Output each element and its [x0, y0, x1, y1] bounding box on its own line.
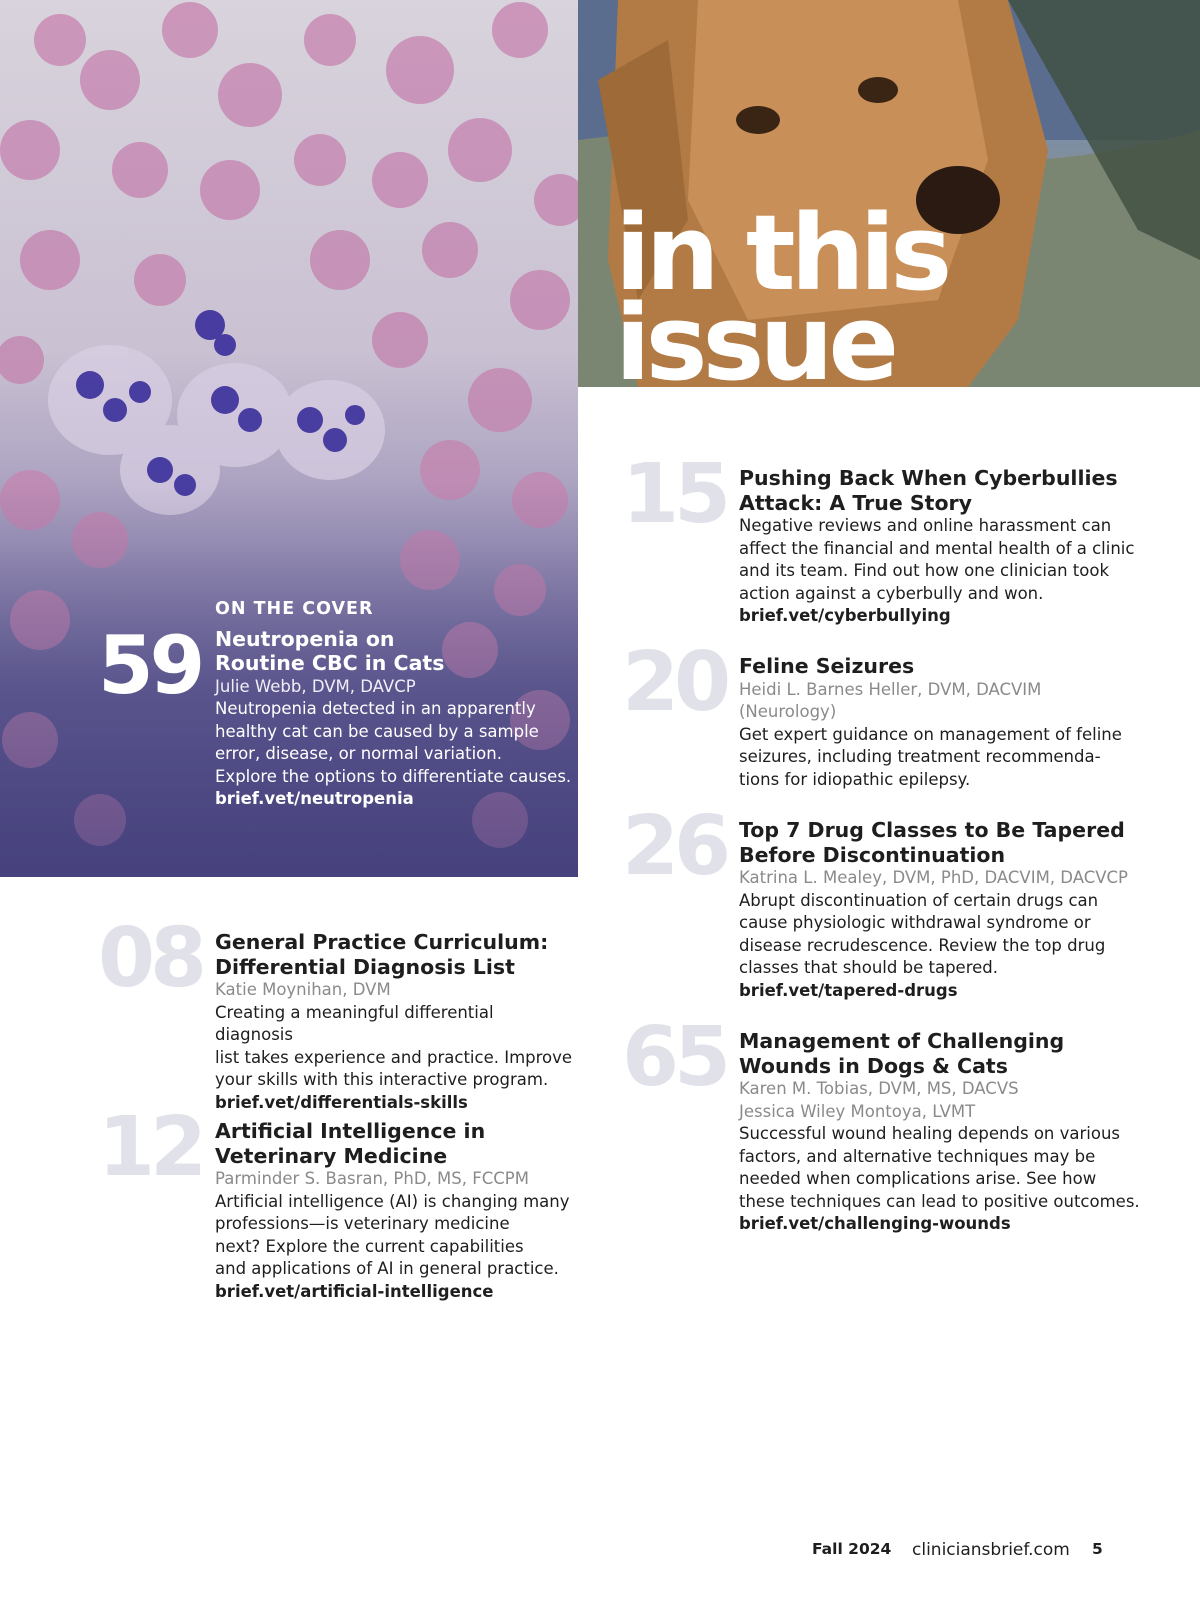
- page-number: 59: [98, 619, 202, 712]
- title-line: Before Discontinuation: [739, 842, 1006, 867]
- title-line: Differential Diagnosis List: [215, 954, 515, 979]
- page-headline: [615, 192, 1035, 404]
- article-link[interactable]: brief.vet/cyberbullying: [739, 606, 951, 625]
- description-line: next? Explore the current capabilities: [215, 1236, 524, 1256]
- cover-kicker: ON THE COVER: [215, 599, 374, 619]
- description-line: professions—is veterinary medicine: [215, 1214, 510, 1233]
- author-line: (Neurology): [739, 702, 837, 721]
- author-line: Jessica Wiley Montoya, LVMT: [739, 1101, 976, 1121]
- article-author: [739, 679, 1199, 724]
- article-title: [215, 1119, 575, 1168]
- page-number: 12: [98, 1100, 203, 1195]
- description-line: cause physiologic withdrawal syndrome or: [739, 913, 1091, 932]
- description-line: seizures, including treatment recommenda-: [739, 747, 1101, 766]
- article-description: [739, 1123, 1199, 1213]
- author-line: Karen M. Tobias, DVM, MS, DACVS: [739, 1079, 1019, 1098]
- description-line: needed when complications arise. See how: [739, 1169, 1097, 1188]
- description-line: Abrupt discontinuation of certain drugs can: [739, 890, 1099, 910]
- title-line: General Practice Curriculum:: [215, 930, 549, 954]
- description-line: error, disease, or normal variation.: [215, 744, 502, 763]
- page-folio: 5: [1092, 1540, 1103, 1558]
- title-line: Feline Seizures: [739, 654, 915, 678]
- description-line: disease recrudescence. Review the top drug: [739, 935, 1106, 955]
- title-line: Artificial Intelligence in: [215, 1119, 486, 1143]
- article-author: Parminder S. Basran, PhD, MS, FCCPM: [215, 1169, 529, 1188]
- title-line: Attack: A True Story: [739, 490, 973, 515]
- article-title: [739, 1029, 1199, 1078]
- article-description: [215, 1002, 575, 1092]
- title-line: Pushing Back When Cyberbullies: [739, 466, 1118, 490]
- description-line: Explore the options to differentiate causes.: [215, 766, 572, 786]
- page-number: 65: [622, 1010, 727, 1105]
- article-author: Julie Webb, DVM, DAVCP: [215, 676, 416, 696]
- article-link[interactable]: brief.vet/artificial-intelligence: [215, 1281, 494, 1301]
- page-number: 08: [98, 911, 203, 1006]
- description-line: and its team. Find out how one clinician took: [739, 561, 1110, 580]
- description-line: action against a cyberbully and won.: [739, 583, 1044, 603]
- issue-label: Fall 2024: [812, 1540, 892, 1558]
- description-line: affect the financial and mental health of a clinic: [739, 538, 1135, 558]
- description-line: these techniques can lead to positive outcomes.: [739, 1191, 1140, 1211]
- title-line: Wounds in Dogs & Cats: [739, 1053, 1008, 1078]
- description-line: and applications of AI in general practice.: [215, 1259, 559, 1278]
- article-link[interactable]: brief.vet/challenging-wounds: [739, 1214, 1011, 1233]
- author-line: Heidi L. Barnes Heller, DVM, DACVIM: [739, 679, 1042, 699]
- description-line: Creating a meaningful differential diagnosis: [215, 1002, 494, 1044]
- page-number: 20: [622, 635, 727, 730]
- title-line: Top 7 Drug Classes to Be Tapered: [739, 818, 1125, 842]
- title-line: Management of Challenging: [739, 1029, 1065, 1053]
- title-line: Routine CBC in Cats: [215, 651, 445, 675]
- article-link[interactable]: brief.vet/differentials-skills: [215, 1092, 468, 1112]
- site-url[interactable]: cliniciansbrief.com: [912, 1540, 1070, 1560]
- page-number: 26: [622, 799, 727, 894]
- headline-line-1: in this: [615, 192, 948, 314]
- description-line: tions for idiopathic epilepsy.: [739, 769, 971, 789]
- description-line: Artificial intelligence (AI) is changing many: [215, 1191, 570, 1211]
- article-title: [215, 627, 575, 676]
- article-link[interactable]: brief.vet/tapered-drugs: [739, 980, 958, 1000]
- article-link[interactable]: brief.vet/neutropenia: [215, 789, 414, 808]
- description-line: factors, and alternative techniques may be: [739, 1146, 1096, 1166]
- article-author: Katie Moynihan, DVM: [215, 980, 391, 999]
- article-description: [739, 724, 1199, 792]
- article-title: [215, 930, 575, 979]
- description-line: Negative reviews and online harassment can: [739, 516, 1112, 535]
- headline-line-2: issue: [615, 282, 895, 404]
- article-title: [739, 466, 1199, 515]
- article-title: [739, 654, 1199, 679]
- description-line: Get expert guidance on management of feline: [739, 724, 1122, 744]
- article-description: [739, 515, 1199, 605]
- article-author: [739, 1078, 1199, 1123]
- article-title: [739, 818, 1199, 867]
- article-description: [215, 1191, 575, 1281]
- description-line: your skills with this interactive program.: [215, 1070, 549, 1089]
- page-number: 15: [622, 447, 727, 542]
- title-line: Neutropenia on: [215, 626, 395, 651]
- page-footer: [0, 1540, 1200, 1564]
- article-description: [739, 890, 1199, 980]
- article-author: Katrina L. Mealey, DVM, PhD, DACVIM, DACVCP: [739, 868, 1128, 887]
- description-line: Neutropenia detected in an apparently: [215, 699, 536, 718]
- description-line: Successful wound healing depends on various: [739, 1124, 1121, 1143]
- article-description: [215, 698, 575, 788]
- title-line: Veterinary Medicine: [215, 1143, 448, 1168]
- description-line: list takes experience and practice. Improve: [215, 1047, 573, 1067]
- description-line: healthy cat can be caused by a sample: [215, 721, 539, 741]
- description-line: classes that should be tapered.: [739, 958, 998, 977]
